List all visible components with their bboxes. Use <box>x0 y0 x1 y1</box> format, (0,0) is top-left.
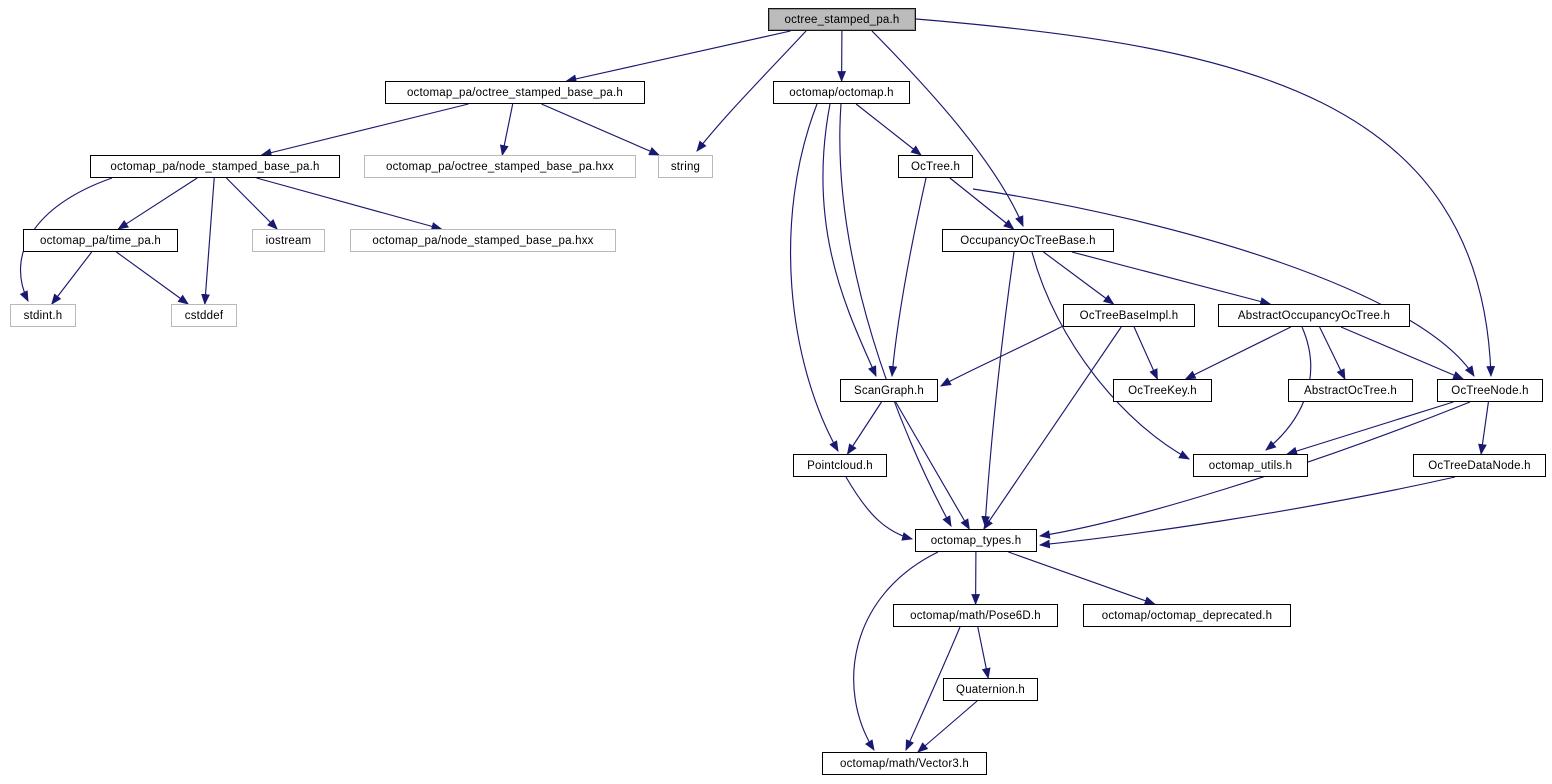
include-edge <box>791 104 838 451</box>
graph-node-octomap-pa-octree-stamped-base-pa-h[interactable]: octomap_pa/octree_stamped_base_pa.h <box>385 81 645 104</box>
graph-node-octomap-math-pose6d-h[interactable]: octomap/math/Pose6D.h <box>893 604 1058 627</box>
graph-node-octomap-pa-octree-stamped-base-pa-hxx: octomap_pa/octree_stamped_base_pa.hxx <box>364 155 636 178</box>
graph-node-octomap-pa-node-stamped-base-pa-hxx: octomap_pa/node_stamped_base_pa.hxx <box>350 229 616 252</box>
include-edge <box>846 477 912 539</box>
include-edge <box>984 327 1121 529</box>
include-edge <box>542 104 660 155</box>
graph-node-octreekey-h[interactable]: OcTreeKey.h <box>1113 379 1212 402</box>
graph-node-octomap-math-vector3-h[interactable]: octomap/math/Vector3.h <box>822 752 987 775</box>
include-edge <box>872 31 1023 226</box>
graph-node-pointcloud-h[interactable]: Pointcloud.h <box>793 454 887 477</box>
include-edge <box>848 402 882 454</box>
include-edge <box>1481 402 1488 454</box>
graph-node-octomap-pa-node-stamped-base-pa-h[interactable]: octomap_pa/node_stamped_base_pa.h <box>90 155 340 178</box>
graph-node-octreenode-h[interactable]: OcTreeNode.h <box>1437 379 1543 402</box>
include-edge <box>1040 477 1455 545</box>
graph-node-stdint-h: stdint.h <box>10 304 76 327</box>
graph-node-octomap-utils-h[interactable]: octomap_utils.h <box>1193 454 1308 477</box>
include-edge <box>950 178 1014 229</box>
include-edge <box>973 189 1474 376</box>
include-edge <box>262 104 469 155</box>
graph-node-octomap-pa-time-pa-h[interactable]: octomap_pa/time_pa.h <box>23 229 178 252</box>
include-edge <box>896 402 970 529</box>
include-edge <box>892 178 926 376</box>
include-edge <box>1186 327 1291 379</box>
include-edge <box>1320 327 1345 379</box>
include-edge <box>985 252 1014 526</box>
graph-node-octreebaseimpl-h[interactable]: OcTreeBaseImpl.h <box>1063 304 1195 327</box>
include-edge <box>1341 327 1463 379</box>
include-edge <box>918 701 977 752</box>
include-edge <box>1072 252 1270 304</box>
include-edge <box>567 31 791 81</box>
graph-node-quaternion-h[interactable]: Quaternion.h <box>943 678 1038 701</box>
include-edge <box>1134 327 1157 379</box>
graph-node-abstractoccupancyoctree-h[interactable]: AbstractOccupancyOcTree.h <box>1218 304 1410 327</box>
graph-node-cstddef: cstddef <box>171 304 237 327</box>
include-edge <box>941 326 1063 386</box>
graph-node-octreedatanode-h[interactable]: OcTreeDataNode.h <box>1413 454 1546 477</box>
include-edge <box>116 252 188 304</box>
graph-node-octomap-octomap-h[interactable]: octomap/octomap.h <box>773 81 910 104</box>
include-edge <box>1032 252 1189 459</box>
include-edge <box>978 627 988 678</box>
include-edge <box>52 252 92 304</box>
include-edge <box>856 104 921 155</box>
include-edge <box>226 178 277 229</box>
include-edge <box>257 178 442 229</box>
include-edge <box>205 178 214 304</box>
include-edge <box>1287 402 1453 454</box>
graph-node-octomap-types-h[interactable]: octomap_types.h <box>915 529 1037 552</box>
graph-node-occupancyoctreebase-h[interactable]: OccupancyOcTreeBase.h <box>942 229 1114 252</box>
graph-node-string: string <box>658 155 713 178</box>
include-edge <box>854 552 938 750</box>
graph-node-scangraph-h[interactable]: ScanGraph.h <box>840 379 938 402</box>
graph-node-iostream: iostream <box>252 229 325 252</box>
include-edge <box>118 178 197 229</box>
graph-node-octree-h[interactable]: OcTree.h <box>898 155 973 178</box>
graph-node-abstractoctree-h[interactable]: AbstractOcTree.h <box>1288 379 1413 402</box>
include-edge <box>502 104 512 155</box>
graph-node-octree-stamped-pa-h: octree_stamped_pa.h <box>768 8 916 31</box>
include-edge <box>1008 552 1154 604</box>
graph-node-octomap-octomap-deprecated-h[interactable]: octomap/octomap_deprecated.h <box>1083 604 1291 627</box>
